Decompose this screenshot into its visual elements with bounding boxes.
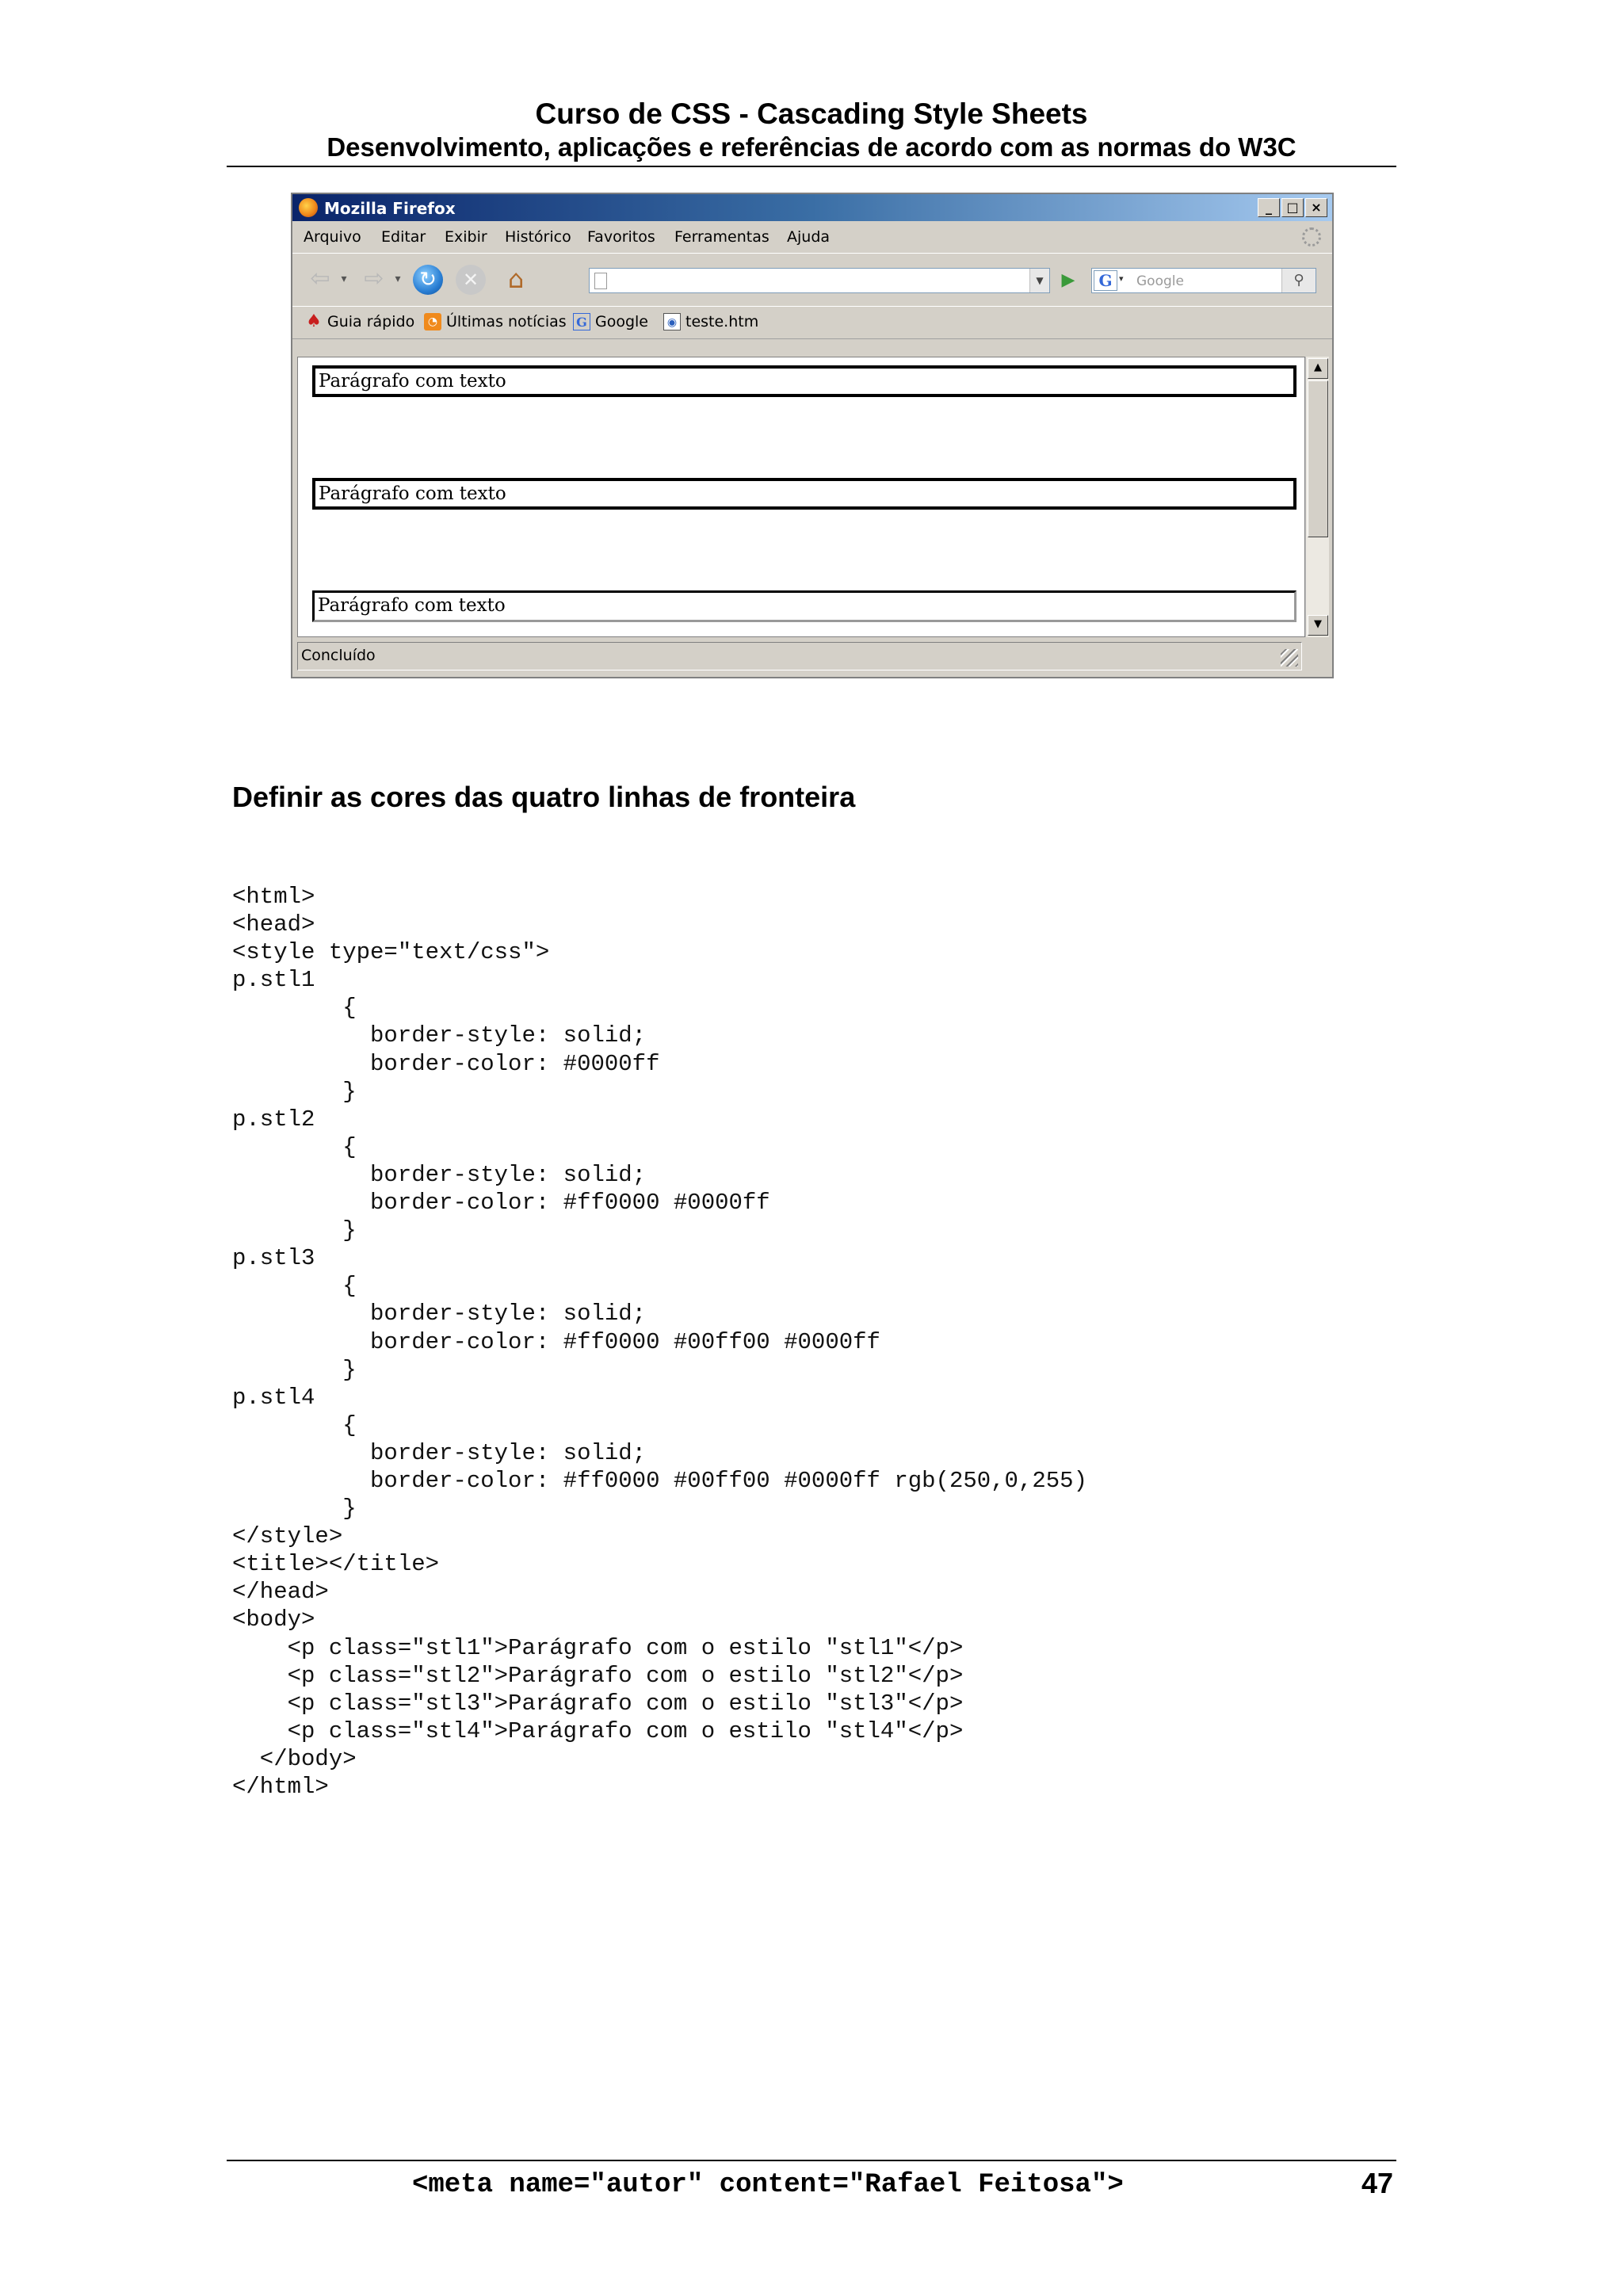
code-line: {	[232, 1273, 357, 1300]
footer-divider	[227, 2160, 1396, 2161]
menu-favoritos[interactable]: Favoritos	[587, 228, 655, 246]
firefox-logo-icon	[299, 198, 318, 217]
code-line: border-style: solid;	[232, 1161, 647, 1188]
rss-feed-icon: ◔	[424, 313, 441, 330]
code-line: {	[232, 995, 357, 1022]
navigation-toolbar	[292, 253, 1332, 307]
status-bar	[297, 642, 1302, 670]
page-number: 47	[1361, 2167, 1393, 2199]
close-button[interactable]: ×	[1305, 198, 1327, 217]
search-box[interactable]	[1091, 268, 1316, 293]
code-line: </head>	[232, 1579, 329, 1606]
address-dropdown-icon[interactable]: ▼	[1029, 269, 1049, 292]
code-line: </style>	[232, 1523, 343, 1550]
engine-dropdown-icon[interactable]: ▾	[1119, 273, 1124, 284]
code-line: <p class="stl2">Parágrafo com o estilo "stl2"</p>	[232, 1662, 964, 1689]
page-title: Curso de CSS - Cascading Style Sheets	[535, 97, 1088, 130]
bookmark-guia-rapido[interactable]	[305, 313, 414, 330]
guide-icon: ♠	[306, 311, 322, 331]
demo-paragraph: Parágrafo com texto	[312, 590, 1296, 622]
window-title: Mozilla Firefox	[324, 199, 456, 218]
menu-ferramentas[interactable]: Ferramentas	[674, 228, 769, 246]
page-icon: ◉	[663, 313, 681, 330]
demo-paragraph: Parágrafo com texto	[312, 365, 1296, 397]
code-line: p.stl3	[232, 1245, 315, 1272]
code-listing	[232, 883, 1389, 1801]
bookmark-label: Últimas notícias	[446, 313, 567, 330]
go-arrow-icon[interactable]: ▶	[1061, 270, 1075, 290]
bookmark-label: Google	[595, 313, 649, 330]
forward-history-dropdown-icon[interactable]: ▾	[395, 273, 401, 285]
code-line: <p class="stl3">Parágrafo com o estilo "stl3"</p>	[232, 1690, 964, 1717]
code-line: <p class="stl4">Parágrafo com o estilo "stl4"</p>	[232, 1717, 964, 1744]
code-line: {	[232, 1412, 357, 1438]
section-heading: Definir as cores das quatro linhas de fronteira	[232, 781, 856, 813]
code-line: p.stl1	[232, 967, 315, 994]
code-line: </html>	[232, 1774, 329, 1800]
code-line: </body>	[232, 1745, 357, 1772]
code-line: }	[232, 1078, 357, 1105]
code-line: border-style: solid;	[232, 1301, 647, 1328]
bookmark-teste-htm[interactable]	[663, 313, 758, 330]
address-bar[interactable]	[589, 268, 1050, 293]
maximize-button[interactable]: □	[1281, 198, 1304, 217]
menu-historico[interactable]: Histórico	[505, 228, 571, 246]
scroll-thumb[interactable]	[1308, 380, 1328, 537]
code-line: }	[232, 1496, 357, 1522]
code-line: border-color: #ff0000 #00ff00 #0000ff rgb(250,0,255)	[232, 1467, 1087, 1494]
menu-exibir[interactable]: Exibir	[445, 228, 487, 246]
code-line: {	[232, 1133, 357, 1160]
code-line: p.stl2	[232, 1106, 315, 1133]
minimize-button[interactable]: _	[1258, 198, 1280, 217]
code-line: border-color: #0000ff	[232, 1050, 660, 1077]
firefox-screenshot	[291, 193, 1334, 678]
search-placeholder: Google	[1136, 273, 1184, 289]
title-bar	[292, 194, 1332, 221]
menu-ajuda[interactable]: Ajuda	[787, 228, 831, 246]
code-line: border-color: #ff0000 #0000ff	[232, 1190, 770, 1217]
code-line: <title></title>	[232, 1551, 440, 1578]
bookmark-label: teste.htm	[685, 313, 759, 330]
magnifier-icon[interactable]: ⚲	[1281, 269, 1316, 292]
google-engine-icon[interactable]: G	[1094, 270, 1117, 291]
code-line: border-color: #ff0000 #00ff00 #0000ff	[232, 1328, 880, 1355]
reload-icon[interactable]: ↻	[413, 265, 443, 295]
page-subtitle: Desenvolvimento, aplicações e referências de acordo com as normas do W3C	[327, 132, 1296, 162]
resize-grip-icon[interactable]	[1281, 649, 1298, 667]
stop-icon[interactable]: ✕	[456, 265, 486, 295]
vertical-scrollbar[interactable]	[1305, 357, 1329, 637]
back-history-dropdown-icon[interactable]: ▾	[341, 273, 347, 285]
code-line: border-style: solid;	[232, 1022, 647, 1049]
page-header	[227, 97, 1396, 163]
menu-editar[interactable]: Editar	[381, 228, 426, 246]
activity-throbber-icon	[1302, 227, 1321, 246]
bookmark-google[interactable]	[573, 313, 648, 330]
bookmarks-toolbar	[292, 306, 1332, 339]
code-line: <head>	[232, 911, 315, 938]
page-icon	[594, 273, 607, 289]
demo-paragraph: Parágrafo com texto	[312, 478, 1296, 510]
code-line: <html>	[232, 884, 315, 910]
home-icon[interactable]: ⌂	[507, 264, 525, 294]
code-line: <style type="text/css">	[232, 939, 550, 966]
google-icon: G	[573, 313, 590, 330]
code-line: }	[232, 1217, 357, 1244]
scroll-up-arrow-icon[interactable]: ▲	[1308, 358, 1328, 379]
menu-arquivo[interactable]: Arquivo	[304, 228, 361, 246]
code-line: <p class="stl1">Parágrafo com o estilo "stl1"</p>	[232, 1634, 964, 1661]
code-line: border-style: solid;	[232, 1439, 647, 1466]
status-text: Concluído	[301, 647, 376, 664]
page-viewport	[297, 357, 1305, 637]
window-controls	[1258, 198, 1327, 217]
code-line: }	[232, 1356, 357, 1383]
bookmark-ultimas-noticias[interactable]	[424, 313, 567, 330]
scroll-down-arrow-icon[interactable]: ▼	[1308, 615, 1328, 636]
header-divider	[227, 166, 1396, 167]
bookmark-label: Guia rápido	[327, 313, 415, 330]
back-arrow-icon[interactable]: ⇦	[310, 265, 330, 292]
code-line: p.stl4	[232, 1384, 315, 1411]
forward-arrow-icon[interactable]: ⇨	[364, 265, 384, 292]
code-line: <body>	[232, 1606, 315, 1633]
menu-bar	[292, 221, 1332, 253]
footer-meta-text: <meta name="autor" content="Rafael Feitosa">	[412, 2170, 1124, 2200]
